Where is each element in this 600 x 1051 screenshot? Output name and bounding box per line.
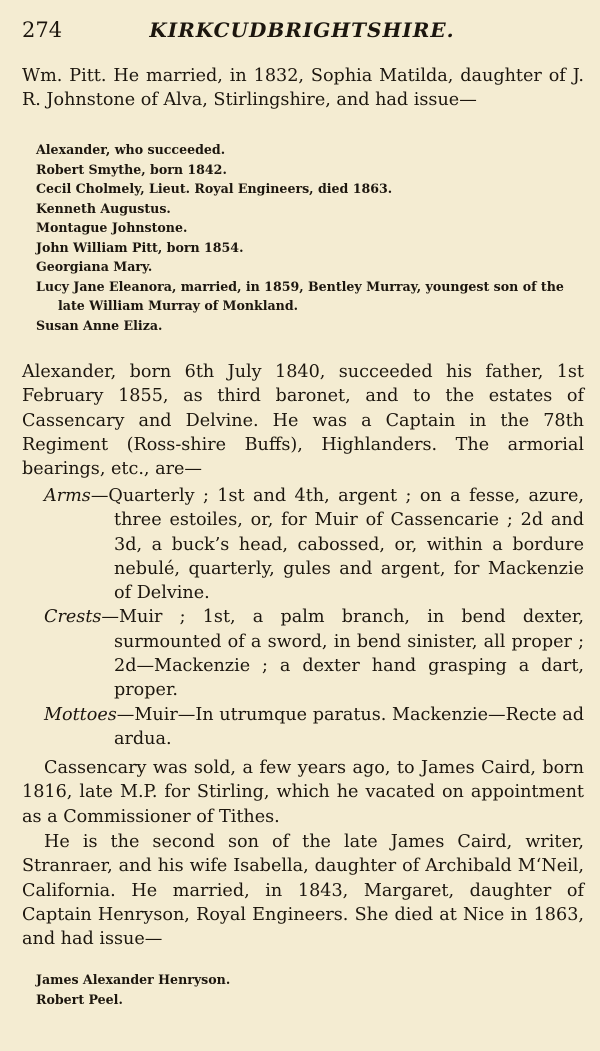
page-number: 274 xyxy=(22,18,63,42)
list-item: James Alexander Henryson. xyxy=(36,972,231,987)
list-item: Robert Smythe, born 1842. xyxy=(36,161,227,177)
list-item: Robert Peel. xyxy=(36,991,123,1007)
list-item: Montague Johnstone. xyxy=(36,220,188,235)
list-item: Georgiana Mary. xyxy=(36,259,153,274)
issue-list-pitt xyxy=(36,140,586,335)
list-item: Alexander, who succeeded. xyxy=(36,142,226,157)
alexander-paragraph: Alexander, born 6th July 1840, succeeded his father, 1st February 1855, as third baronet, and to the estates of Cassencary and Delvine. He was a Captain in the 78th Regiment (Ross-shire Buffs), Highlanders. The armorial bearings, etc., are— xyxy=(22,362,584,480)
cassencary-paragraph: Cassencary was sold, a few years ago, to James Caird, born 1816, late M.P. for Stirling, which he vacated on appointment as a Commissioner of Tithes. xyxy=(22,758,584,827)
list-item: John William Pitt, born 1854. xyxy=(36,239,244,255)
arms-entry xyxy=(44,484,584,605)
running-head: KIRKCUDBRIGHTSHIRE. xyxy=(149,18,455,42)
mottoes-term: Mottoes xyxy=(44,704,117,725)
list-item: Lucy Jane Eleanora, married, in 1859, Bentley Murray, youngest son of the late William Murray of Monkland. xyxy=(36,278,564,313)
list-item: Cecil Cholmely, Lieut. Royal Engineers, died 1863. xyxy=(36,181,393,196)
crests-term: Crests xyxy=(44,607,102,628)
list-item: Kenneth Augustus. xyxy=(36,200,171,216)
page-header xyxy=(22,18,582,50)
caird-paragraph: He is the second son of the late James Caird, writer, Stranraer, and his wife Isabella, daughter of Archibald M‘Neil, California. He married, in 1843, Margaret, daughter of Captain Henryson, Royal Engineers. She died at Nice in 1863, and had issue— xyxy=(22,832,584,950)
intro-paragraph: Wm. Pitt. He married, in 1832, Sophia Matilda, daughter of J. R. Johnstone of Alva, Stirlingshire, and had issue— xyxy=(22,66,584,111)
arms-text: —Quarterly ; 1st and 4th, argent ; on a fesse, azure, three estoiles, or, for Muir of Cassencarie ; 2d and 3d, a buck’s head, cabossed, or, within a bordure nebulé, quarterly, gules and argent, for Mackenzie of Delvine. xyxy=(90,486,584,604)
issue-list-caird xyxy=(36,970,586,1009)
crests-entry xyxy=(44,605,584,702)
list-item: Susan Anne Eliza. xyxy=(36,317,163,333)
crests-text: —Muir ; 1st, a palm branch, in bend dexter, surmounted of a sword, in bend sinister, all proper ; 2d—Mackenzie ; a dexter hand grasping a dart, proper. xyxy=(101,607,584,701)
mottoes-text: —Muir—In utrumque paratus. Mackenzie—Recte ad ardua. xyxy=(114,704,584,749)
armorial-bearings xyxy=(44,484,584,751)
arms-term: Arms xyxy=(44,486,91,506)
mottoes-entry xyxy=(44,703,584,752)
